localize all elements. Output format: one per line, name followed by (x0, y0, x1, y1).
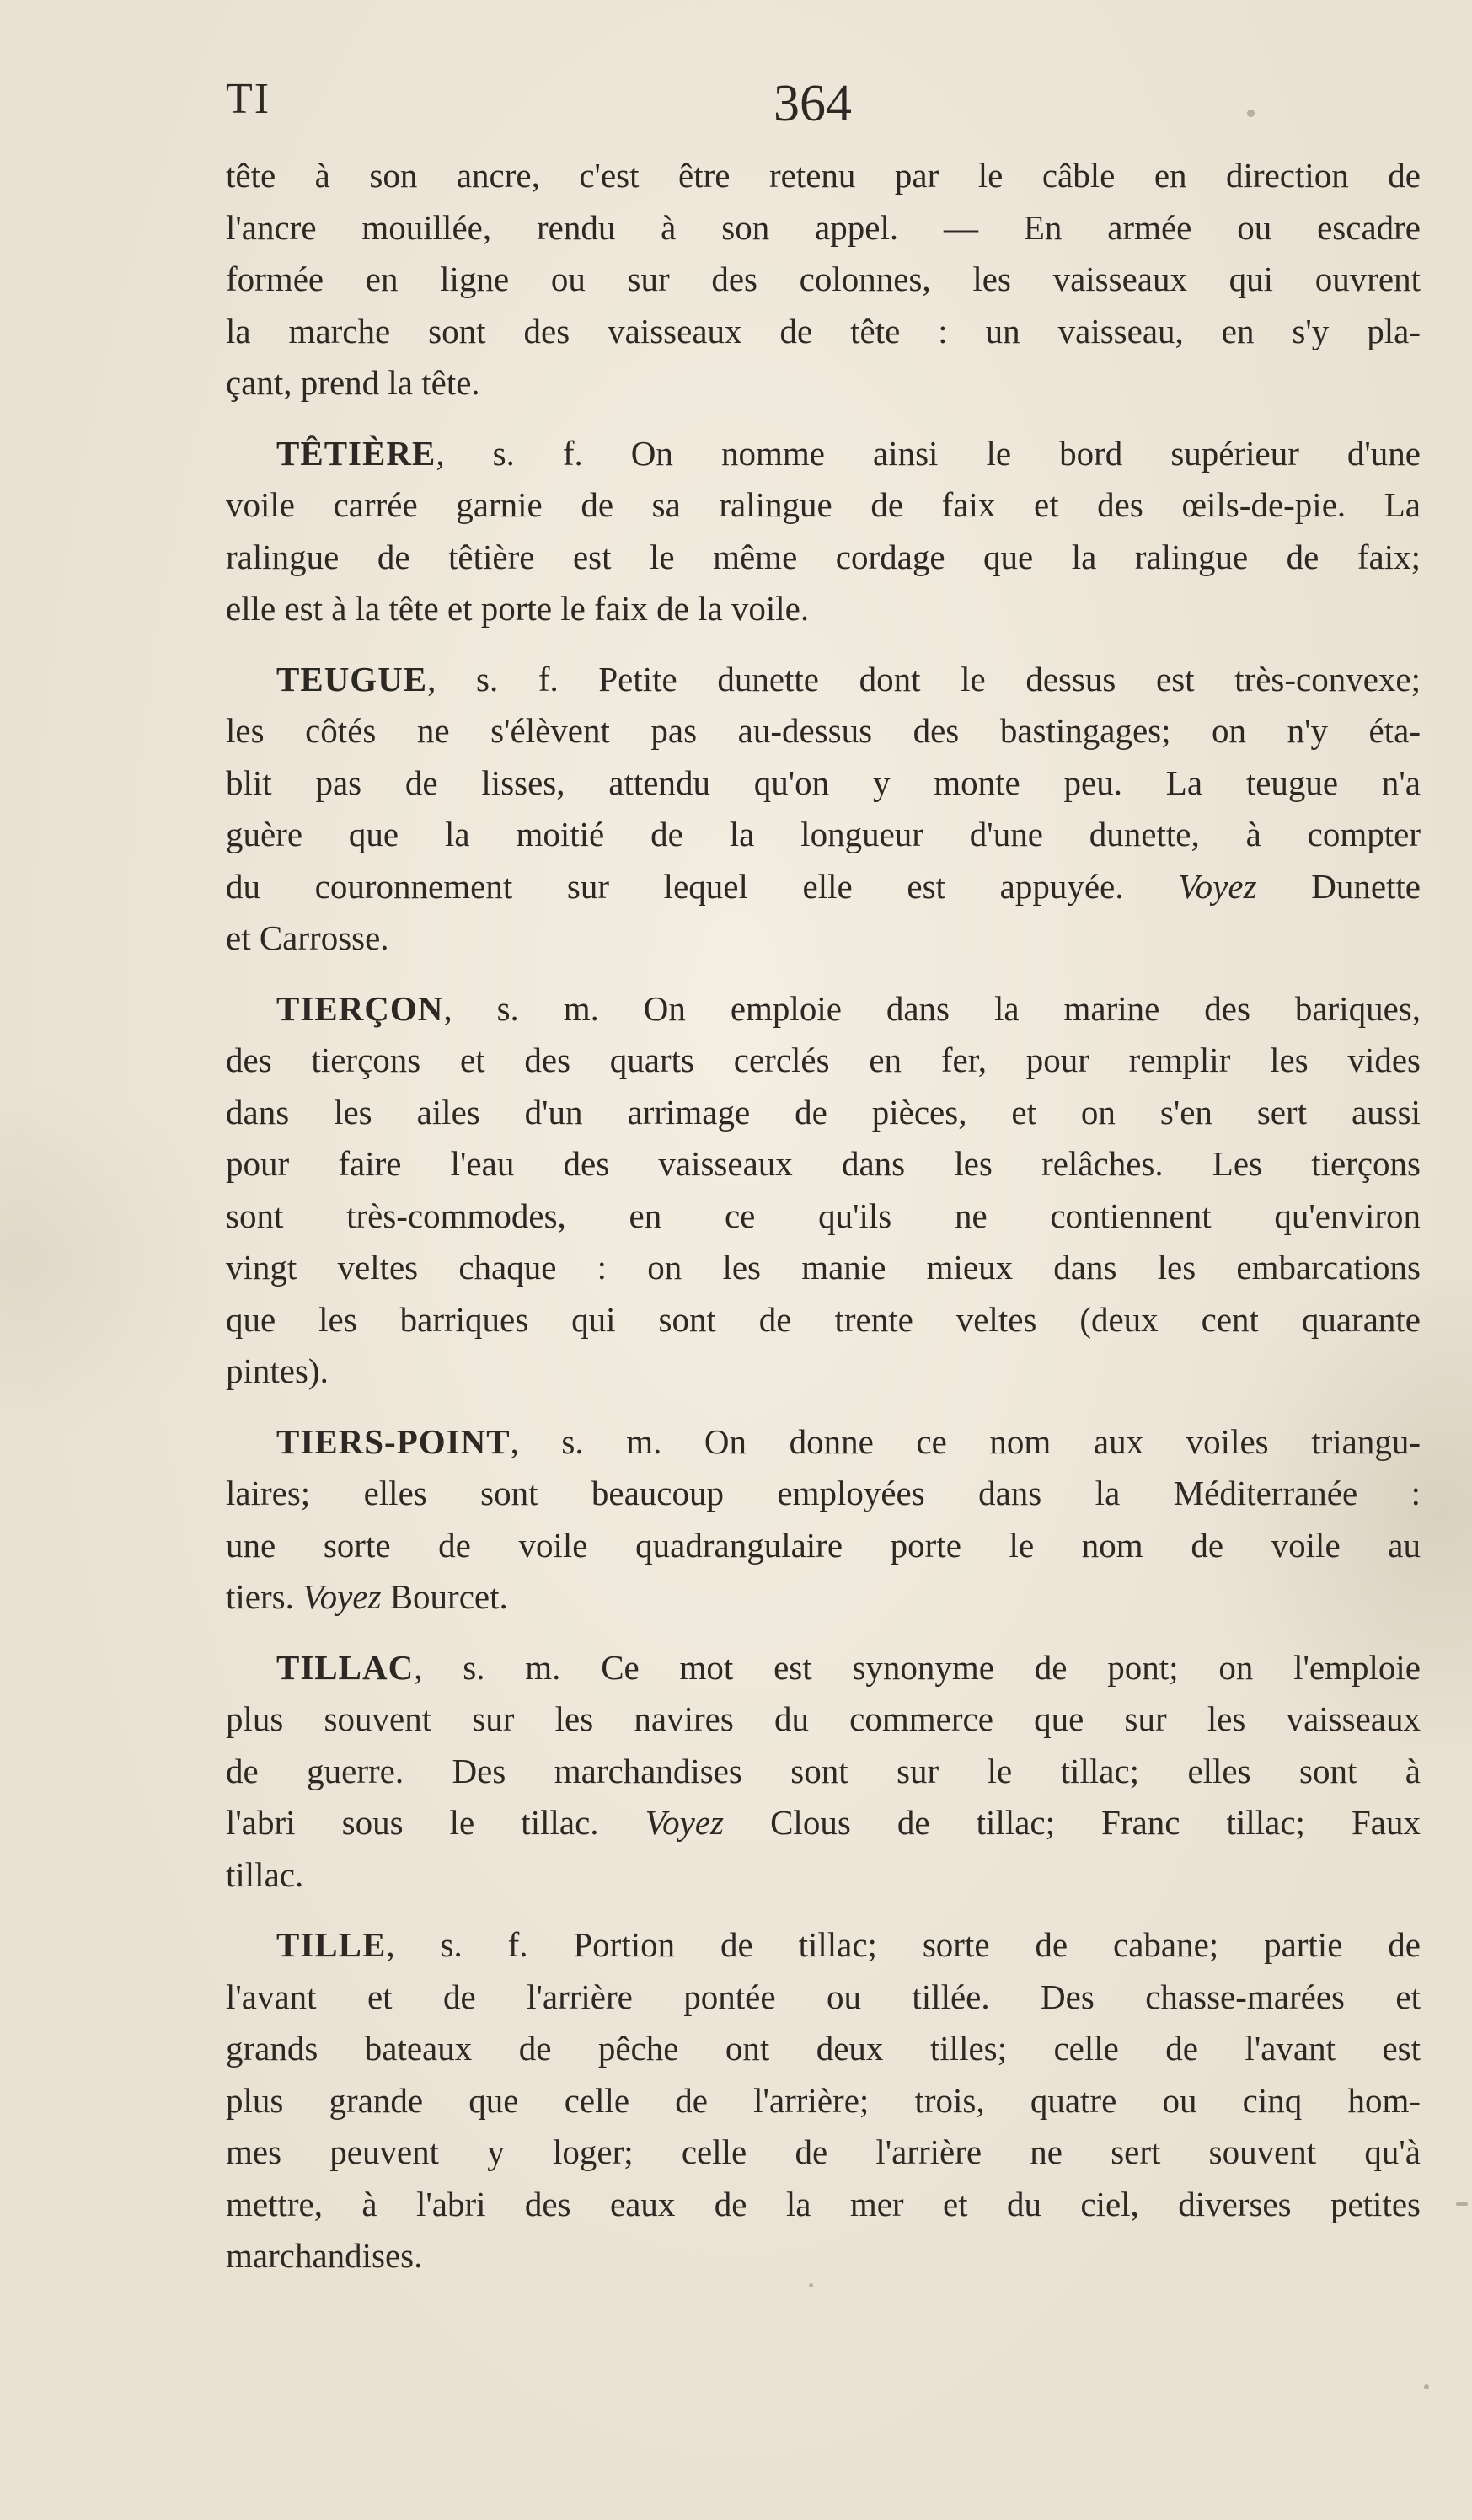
entry-first-line (226, 983, 1421, 1035)
text-line: sont très-commodes, en ce qu'ils ne contiennent qu'environ (226, 1196, 1421, 1235)
entry-headword: TÊTIÈRE (276, 433, 436, 473)
text-line: mettre, à l'abri des eaux de la mer et du ciel, diverses petites (226, 2184, 1421, 2223)
text-line: tête à son ancre, c'est être retenu par le câble en direction de (226, 156, 1421, 195)
see-reference-target: Dunette (1256, 866, 1421, 906)
entry-first-text: , s. f. Petite dunette dont le dessus est très-convexe; (427, 659, 1421, 698)
see-reference-label: Voyez (1178, 866, 1257, 906)
text-line: la marche sont des vaisseaux de tête : un vaisseau, en s'y pla- (226, 311, 1421, 350)
text-line: des tierçons et des quarts cerclés en fer, pour remplir les vides (226, 1041, 1421, 1079)
entry-first-text: , s. m. On emploie dans la marine des bariques, (443, 988, 1421, 1028)
entry-first-line (226, 428, 1421, 480)
entry-first-text: , s. m. On donne ce nom aux voiles triangu- (510, 1421, 1421, 1461)
text-line: elle est à la tête et porte le faix de la voile. (226, 589, 810, 628)
entry-first-line (226, 1919, 1421, 1972)
see-reference-target: Bourcet. (381, 1577, 508, 1616)
see-reference-label: Voyez (645, 1803, 724, 1842)
text-segment: tiers. (226, 1577, 303, 1616)
text-line: pintes). (226, 1351, 329, 1390)
text-line: une sorte de voile quadrangulaire porte le nom de voile au (226, 1525, 1421, 1565)
text-line: tillac. (226, 1854, 304, 1894)
text-line: l'ancre mouillée, rendu à son appel. — En armée ou escadre (226, 207, 1421, 247)
text-line: l'avant et de l'arrière pontée ou tillée. Des chasse-marées et (226, 1977, 1421, 2016)
signature-mark: TI (226, 75, 271, 123)
text-line: blit pas de lisses, attendu qu'on y monte peu. La teugue n'a (226, 762, 1421, 802)
entry-headword: TIERS-POINT (276, 1421, 511, 1461)
text-line: les côtés ne s'élèvent pas au-dessus des bastingages; on n'y éta- (226, 711, 1421, 750)
text-line-with-reference (226, 861, 1421, 913)
entry-tille (226, 1919, 1421, 2282)
text-line: mes peuvent y loger; celle de l'arrière ne sert souvent qu'à (226, 2132, 1421, 2171)
text-line: grands bateaux de pêche ont deux tilles; celle de l'avant est (226, 2029, 1421, 2068)
text-line-with-reference (226, 1571, 1421, 1624)
text-line: que les barriques qui sont de trente veltes (deux cent quarante (226, 1299, 1421, 1339)
see-reference-label: Voyez (302, 1577, 382, 1616)
text-line: laires; elles sont beaucoup employées dans la Méditerranée : (226, 1474, 1421, 1512)
entry-tetiere (226, 428, 1421, 635)
paper-speck (1247, 110, 1255, 117)
paper-speck (809, 2283, 813, 2287)
entry-tiers-point (226, 1416, 1421, 1624)
entry-tillac (226, 1642, 1421, 1902)
page-body (226, 150, 1421, 2301)
entry-headword: TEUGUE (276, 659, 428, 698)
entry-headword: TILLAC (276, 1647, 415, 1687)
text-line-with-reference (226, 1797, 1421, 1849)
paper-speck (1456, 2202, 1468, 2206)
entry-first-text: , s. m. Ce mot est synonyme de pont; on l'emploie (414, 1647, 1421, 1687)
see-reference-target: Clous de tillac; Franc tillac; Faux (723, 1803, 1421, 1842)
intro-paragraph (226, 150, 1421, 409)
text-segment: du couronnement sur lequel elle est appuyée. (226, 866, 1124, 906)
entry-headword: TILLE (276, 1925, 387, 1964)
entry-first-text: , s. f. Portion de tillac; sorte de cabane; partie de (386, 1925, 1421, 1964)
text-line: guère que la moitié de la longueur d'une dunette, à compter (226, 815, 1421, 853)
paper-speck (1424, 2384, 1429, 2389)
text-line: voile carrée garnie de sa ralingue de faix et des œils-de-pie. La (226, 485, 1421, 524)
text-line: dans les ailes d'un arrimage de pièces, et on s'en sert aussi (226, 1092, 1421, 1132)
text-line: de guerre. Des marchandises sont sur le tillac; elles sont à (226, 1751, 1421, 1790)
text-line: ralingue de têtière est le même cordage que la ralingue de faix; (226, 537, 1421, 576)
text-segment: l'abri sous le tillac. (226, 1803, 645, 1842)
text-line: vingt veltes chaque : on les manie mieux dans les embarcations (226, 1248, 1421, 1287)
entry-first-line (226, 1416, 1421, 1469)
entry-first-line (226, 654, 1421, 706)
text-line: pour faire l'eau des vaisseaux dans les relâches. Les tierçons (226, 1144, 1421, 1183)
entry-tiercon (226, 983, 1421, 1398)
entry-first-line (226, 1642, 1421, 1694)
entry-first-text: , s. f. On nomme ainsi le bord supérieur d'une (436, 433, 1421, 473)
page-number: 364 (773, 75, 852, 132)
page-header (226, 74, 1421, 142)
entry-teugue (226, 654, 1421, 965)
text-line: çant, prend la tête. (226, 363, 480, 402)
text-line: marchandises. (226, 2236, 423, 2275)
text-line: formée en ligne ou sur des colonnes, les vaisseaux qui ouvrent (226, 259, 1421, 298)
entry-headword: TIERÇON (276, 988, 444, 1028)
text-line: et Carrosse. (226, 918, 389, 957)
text-line: plus grande que celle de l'arrière; trois, quatre ou cinq hom- (226, 2080, 1421, 2120)
text-line: plus souvent sur les navires du commerce que sur les vaisseaux (226, 1699, 1421, 1738)
